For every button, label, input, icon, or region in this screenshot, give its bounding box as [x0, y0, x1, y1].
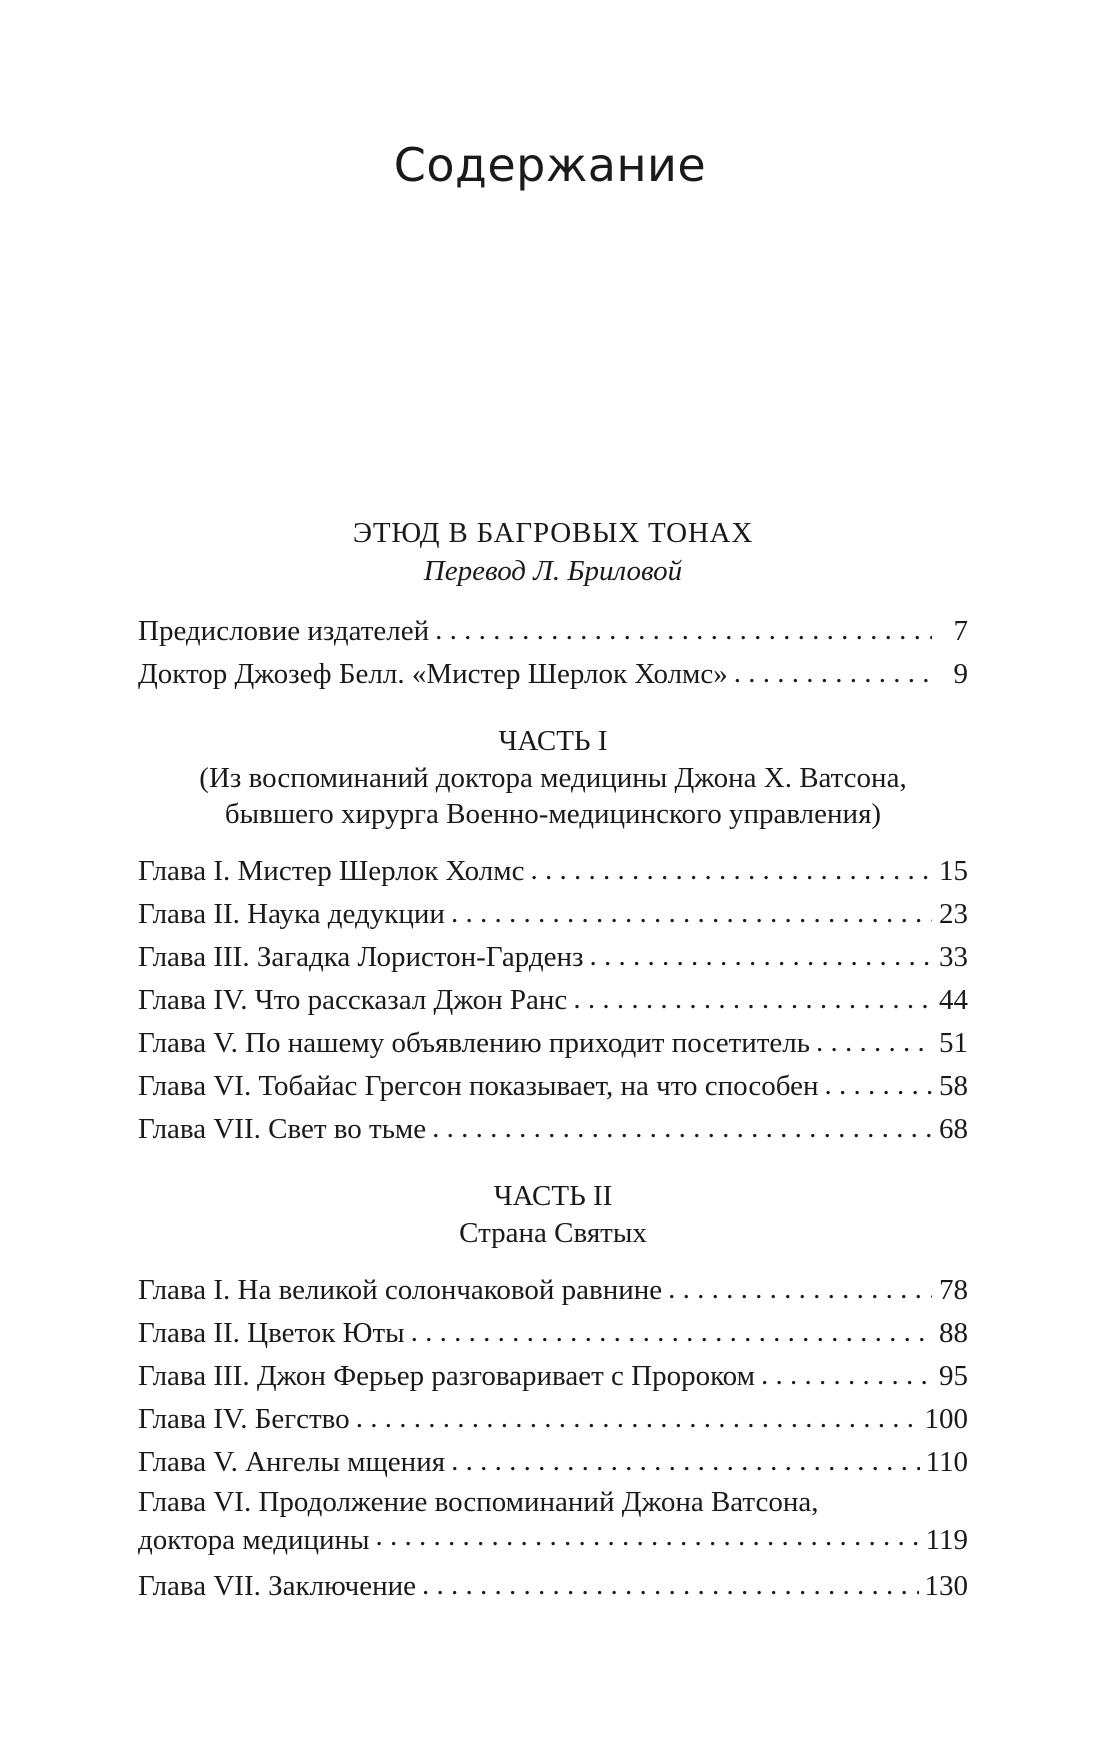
dot-leader	[422, 1566, 918, 1595]
toc-entry-part2-ch3[interactable]	[138, 1355, 968, 1398]
part1-subtitle-line2: бывшего хирурга Военно-медицинского управления)	[224, 798, 882, 830]
toc-entry-part1-ch3[interactable]	[138, 936, 968, 979]
dot-leader	[356, 1399, 919, 1428]
toc-entry-part1-ch4[interactable]	[138, 979, 968, 1022]
toc-entry-label: Доктор Джозеф Белл. «Мистер Шерлок Холмс»	[138, 658, 728, 690]
toc-entry-page: 58	[939, 1070, 968, 1102]
toc-entry-label: Предисловие издателей	[138, 615, 430, 647]
toc-entry-label: Глава II. Цветок Юты	[138, 1317, 405, 1349]
toc-entry-label: Глава IV. Что рассказал Джон Ранс	[138, 984, 568, 1016]
toc-entry-label: Глава VII. Свет во тьме	[138, 1113, 427, 1145]
toc-entry-part2-ch4[interactable]	[138, 1398, 968, 1441]
table-of-contents	[138, 514, 968, 1608]
dot-leader	[530, 851, 932, 880]
toc-entry-page: 95	[939, 1360, 968, 1392]
toc-entry-page: 130	[924, 1570, 968, 1602]
toc-entry-page: 15	[939, 855, 968, 887]
toc-entry-label: Глава I. Мистер Шерлок Холмс	[138, 855, 525, 887]
toc-entry-label: Глава I. На великой солончаковой равнине	[138, 1274, 663, 1306]
toc-entry-preface[interactable]	[138, 610, 968, 653]
dot-leader	[451, 894, 932, 923]
dot-leader	[451, 1442, 920, 1471]
toc-entry-part1-ch7[interactable]	[138, 1108, 968, 1151]
toc-entry-part1-ch2[interactable]	[138, 893, 968, 936]
toc-entry-label: Глава III. Загадка Лористон-Гарденз	[138, 941, 584, 973]
toc-entry-page: 88	[939, 1317, 968, 1349]
part1-heading: ЧАСТЬ I	[498, 725, 608, 757]
dot-leader	[589, 937, 932, 966]
toc-entry-part1-ch6[interactable]	[138, 1065, 968, 1108]
toc-entry-label: Глава IV. Бегство	[138, 1403, 350, 1435]
toc-entry-part2-ch6[interactable]	[138, 1484, 968, 1558]
part1-subtitle	[138, 760, 968, 832]
toc-entry-page: 119	[925, 1524, 968, 1556]
toc-entry-page: 68	[939, 1113, 968, 1145]
dot-leader	[668, 1270, 932, 1299]
toc-entry-label: Глава V. Ангелы мщения	[138, 1446, 446, 1478]
toc-entry-page: 7	[953, 615, 968, 647]
toc-entry-part1-ch1[interactable]	[138, 850, 968, 893]
toc-entry-part2-ch5[interactable]	[138, 1441, 968, 1484]
dot-leader	[573, 980, 932, 1009]
toc-entry-part2-ch1[interactable]	[138, 1269, 968, 1312]
dot-leader	[376, 1520, 920, 1549]
toc-entry-page: 33	[939, 941, 968, 973]
dot-leader	[411, 1313, 932, 1342]
toc-entry-part2-ch7[interactable]	[138, 1565, 968, 1608]
part1-subtitle-line1: (Из воспоминаний доктора медицины Джона Х. Ватсона,	[199, 762, 907, 794]
translator-credit: Перевод Л. Бриловой	[423, 555, 683, 587]
toc-entry-page: 51	[939, 1027, 968, 1059]
toc-entry-label: Глава II. Наука дедукции	[138, 898, 445, 930]
dot-leader	[761, 1356, 932, 1385]
toc-entry-label: Глава VI. Тобайас Грегсон показывает, на что способен	[138, 1070, 819, 1102]
toc-entry-page: 23	[939, 898, 968, 930]
part2-subtitle: Страна Святых	[459, 1217, 647, 1249]
dot-leader	[432, 1109, 932, 1138]
toc-entry-page: 44	[939, 984, 968, 1016]
part2-heading: ЧАСТЬ II	[493, 1180, 613, 1212]
dot-leader	[825, 1066, 932, 1095]
toc-entry-label: Глава VII. Заключение	[138, 1570, 417, 1602]
toc-entry-label-line1: Глава VI. Продолжение воспоминаний Джона Ватсона,	[138, 1486, 819, 1518]
dot-leader	[435, 611, 932, 640]
toc-entry-label: Глава V. По нашему объявлению приходит посетитель	[138, 1027, 810, 1059]
dot-leader	[734, 654, 932, 683]
toc-entry-bell-essay[interactable]	[138, 653, 968, 696]
toc-entry-label-line2: доктора медицины	[138, 1524, 370, 1556]
dot-leader	[816, 1023, 932, 1052]
toc-entry-part1-ch5[interactable]	[138, 1022, 968, 1065]
page-title: Содержание	[393, 138, 707, 192]
book-title: ЭТЮД В БАГРОВЫХ ТОНАХ	[352, 517, 754, 549]
toc-entry-page: 78	[939, 1274, 968, 1306]
toc-entry-page: 110	[925, 1446, 968, 1478]
toc-entry-page: 9	[953, 658, 968, 690]
toc-entry-page: 100	[924, 1403, 968, 1435]
toc-entry-part2-ch2[interactable]	[138, 1312, 968, 1355]
toc-entry-label: Глава III. Джон Ферьер разговаривает с Пророком	[138, 1360, 755, 1392]
